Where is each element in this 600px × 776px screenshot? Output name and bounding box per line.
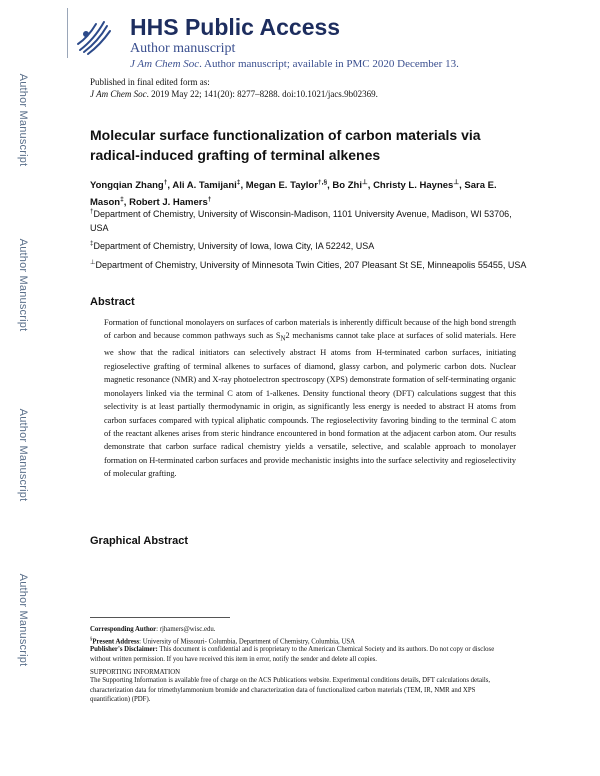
present-label: Present Address [92, 637, 140, 645]
author-name: Christy L. Haynes [373, 180, 454, 192]
header-divider [67, 8, 68, 58]
affiliation [90, 237, 530, 253]
sidebar-label: Author Manuscript [17, 238, 29, 332]
published-label: Published in final edited form as: [90, 77, 210, 87]
corresponding-label: Corresponding Author [90, 626, 157, 633]
availability-line [130, 58, 459, 70]
abstract-subscript: N [280, 336, 286, 344]
article-title: Molecular surface functionalization of carbon materials via radical-induced grafting of terminal alkenes [90, 127, 481, 163]
hhs-eagle-logo-icon [74, 14, 114, 58]
author-mark: † [207, 196, 212, 204]
author-name: Ali A. Tamijani [172, 180, 237, 192]
present-mark: § [90, 636, 93, 642]
citation-details: . 2019 May 22; 141(20): 8277–8288. doi:10.1021/jacs.9b02369. [146, 89, 378, 99]
citation-journal: J Am Chem Soc [90, 89, 147, 99]
citation-line [90, 89, 378, 99]
author-name: Bo Zhi [332, 180, 362, 192]
corresponding-footnote [90, 625, 510, 646]
author-manuscript-sidebar [0, 0, 48, 776]
sidebar-label: Author Manuscript [17, 573, 29, 667]
author-mark: † [163, 179, 168, 186]
corresponding-email[interactable]: : rjhamers@wisc.edu. [156, 626, 216, 633]
author-mark: ⊥ [361, 179, 368, 186]
affiliation [90, 256, 530, 272]
affiliation-mark: ‡ [90, 240, 94, 247]
affiliation-text: Department of Chemistry, University of Iowa, Iowa City, IA 52242, USA [93, 241, 375, 251]
supporting-heading: SUPPORTING INFORMATION [90, 669, 181, 676]
affiliation-text: Department of Chemistry, University of Wisconsin-Madison, 1101 University Avenue, Madison, WI 53706, USA [90, 209, 512, 233]
sidebar-label: Author Manuscript [17, 73, 29, 167]
author-mark: †,§ [317, 179, 328, 186]
disclaimer-label: Publisher's Disclaimer: [90, 646, 158, 653]
supporting-text: The Supporting Information is available free of charge on the ACS Publications website. Experimental conditions details, DFT calculations details, characterization data for trimethylammonium bromide and characterization data of functionalized carbon materials (TEM, IR, NMR and XPS quantification) (PDF). [90, 677, 491, 704]
availability-text: . Author manuscript; available in PMC 2020 December 13. [199, 58, 459, 70]
abstract-heading: Abstract [90, 296, 135, 308]
affiliation-mark: ⊥ [90, 259, 96, 266]
present-text: : University of Missouri- Columbia, Department of Chemistry, Columbia, USA [139, 637, 356, 645]
author-name: Sara E. Mason [90, 180, 497, 209]
author-name: Robert J. Hamers [129, 197, 208, 209]
author-name: Megan E. Taylor [245, 180, 318, 192]
author-manuscript-subtitle: Author manuscript [130, 41, 236, 56]
footnote-rule [90, 617, 230, 618]
abstract-text-part1: Formation of functional monolayers on surfaces of carbon materials is inherently difficult because of the high bond strength of carbon and because common pathways such as S [104, 318, 516, 341]
graphical-abstract-heading: Graphical Abstract [90, 535, 189, 547]
abstract-text-part2: 2 mechanisms cannot take place at surfaces of solid materials. Here we show that the radical initiators can selectively abstract H atoms from H-terminated carbon surfaces, initiating regioselective grafting of terminal alkenes to surfaces of diamond, glassy carbon, and polymeric carbon dots. Nuclear magnetic resonance (NMR) and X-ray photoelectron spectroscopy (XPS) demonstrate formation of self-terminating organic monolayers linked via the terminal C atom of 1-alkenes. Density functional theory (DFT) calculations suggest that this selectivity is at least partially thermodynamic in origin, as significantly less energy is needed to abstract H atoms from carbon surfaces compared with typical aliphatic compounds. The regioselectivity favoring binding to the terminal C atom of the reactant alkenes arises from steric hindrance encountered in bond formation at the adjacent carbon atom. Our results demonstrate that carbon surface radical chemistry yields a versatile, selective, and scalable approach to monolayer formation on H-terminated carbon surfaces and provide mechanistic insights into the surface selectivity and regioselectivity of molecular grafting. [104, 331, 516, 479]
abstract-body [104, 316, 516, 481]
sidebar-label: Author Manuscript [17, 408, 29, 502]
author-mark: ⊥ [453, 179, 460, 186]
author-name: Yongqian Zhang [90, 180, 164, 192]
journal-name: J Am Chem Soc [130, 58, 200, 70]
author-list: Yongqian Zhang†, Ali A. Tamijani‡, Megan E. Taylor†,§, Bo Zhi⊥, Christy L. Haynes⊥, Sara E. Mason‡, Robert J. Hamers† [90, 179, 497, 209]
affiliation-mark: † [90, 208, 94, 215]
affiliation [90, 205, 530, 235]
author-mark: ‡ [236, 179, 241, 186]
affiliation-text: Department of Chemistry, University of Minnesota Twin Cities, 207 Pleasant St SE, Minneapolis 55455, USA [95, 260, 527, 270]
disclaimer-text: This document is confidential and is proprietary to the American Chemical Society and its authors. Do not copy or disclose without written permission. If you have received this item in error, notify the sender and delete all copies. [90, 646, 495, 663]
author-mark: ‡ [120, 196, 124, 204]
hhs-public-access-title: HHS Public Access [130, 14, 341, 40]
disclaimer-footnote [90, 645, 510, 664]
